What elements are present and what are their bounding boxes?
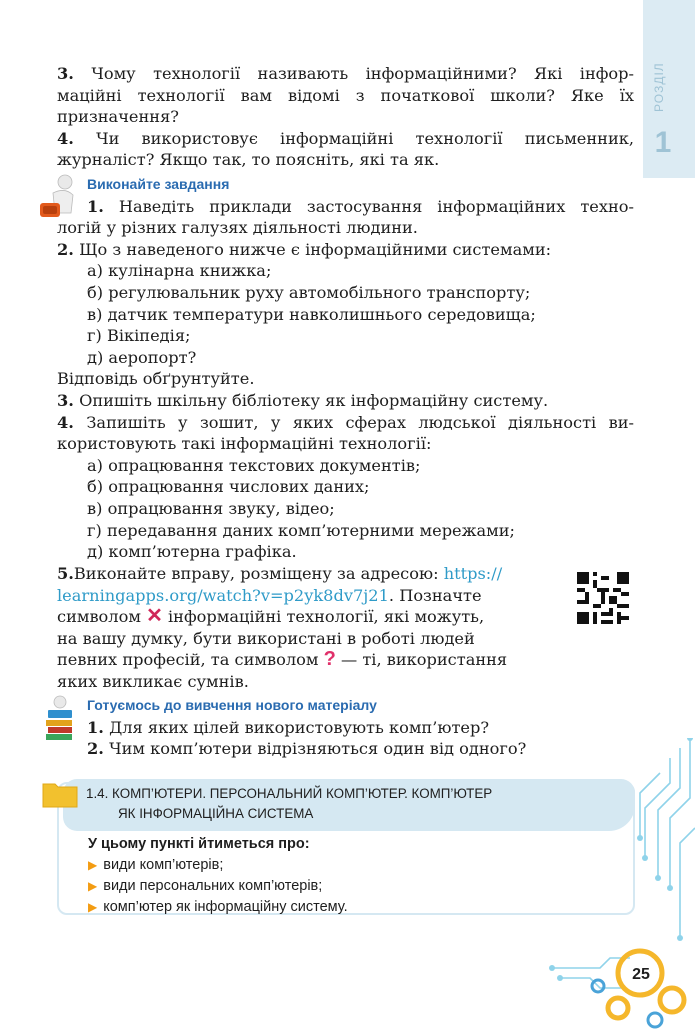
chapter-word: РОЗДІЛ <box>652 62 666 112</box>
task-4-item-d: г) передавання даних комп’ютерними мережами; <box>87 520 516 540</box>
bullet-arrow-icon: ▶ <box>88 858 98 872</box>
list-item: ▶ види персональних комп’ютерів; <box>88 878 323 894</box>
chapter-number: 1 <box>654 126 672 159</box>
task-heading: Виконайте завдання <box>87 176 230 192</box>
task-4-item-a: а) опрацювання текстових документів; <box>87 455 421 475</box>
task-5: 5.Виконайте вправу, розміщену за адресою: https:// learningapps.org/watch?v=p2yk8dv7j21. Позначте символом ✕ інформаційні технології, які можуть, на вашу думку, бути використані в роботі людей певних професій, та символом ? — ті, використання яких викликає сумнів. <box>57 564 508 691</box>
task-4: 4. Запишіть у зошит, у яких сферах людської діяльності ви- <box>57 412 635 432</box>
task-2-item-b: б) регулювальник руху автомобільного транспорту; <box>87 282 531 302</box>
task-2-item-a: а) кулінарна книжка; <box>87 261 272 281</box>
page-number: 25 <box>632 966 650 983</box>
prep-heading: Готуємось до вивчення нового матеріалу <box>87 697 377 713</box>
bullet-arrow-icon: ▶ <box>88 900 98 914</box>
task-2: 2. Що з наведеного нижче є інформаційними системами: <box>57 239 552 259</box>
question-3-line3: призначення? <box>57 107 179 127</box>
section-title: 1.4. КОМП’ЮТЕРИ. ПЕРСОНАЛЬНИЙ КОМП’ЮТЕР. КОМП’ЮТЕР ЯК ІНФОРМАЦІЙНА СИСТЕМА <box>86 786 493 821</box>
task-2-after: Відповідь обґрунтуйте. <box>57 369 255 389</box>
task-1: 1. Наведіть приклади застосування інформаційних техно- <box>87 196 634 216</box>
question-4: 4. Чи використовує інформаційні технології письменник, <box>57 128 634 148</box>
section-summary <box>88 834 608 918</box>
task-4-item-e: д) комп’ютерна графіка. <box>87 542 297 562</box>
top-questions <box>57 63 634 171</box>
exercise-link-part1[interactable]: https:// <box>443 564 503 583</box>
task-4-line2: користовують такі інформаційні технології: <box>57 434 432 454</box>
list-item: ▶ види комп’ютерів; <box>88 857 224 873</box>
chapter-tab <box>643 0 695 178</box>
task-1-line2: логій у різних галузях діяльності людини. <box>57 218 418 238</box>
task-2-item-e: д) аеропорт? <box>87 347 197 367</box>
task-4-item-b: б) опрацювання числових даних; <box>87 477 370 497</box>
list-item: ▶ комп’ютер як інформаційну систему. <box>88 899 348 915</box>
prep-question-2: 2. Чим комп’ютери відрізняються один від одного? <box>87 739 527 759</box>
question-3: 3. Чому технології називають інформаційними? Які інфор- <box>57 64 634 83</box>
section-intro: У цьому пункті йтиметься про: <box>88 836 310 852</box>
qr-code-icon[interactable] <box>577 572 629 624</box>
prep-question-1: 1. Для яких цілей використовують комп’ютер? <box>87 717 490 737</box>
question-4-line2: журналіст? Якщо так, то поясніть, які та як. <box>57 150 440 170</box>
task-2-item-d: г) Вікіпедія; <box>87 326 191 346</box>
task-2-item-c: в) датчик температури навколишнього середовища; <box>87 304 536 324</box>
question-mark-icon: ? <box>323 648 336 671</box>
question-3-line2: маційні технології вам відомі з початкової школи? Яке їх <box>57 85 634 105</box>
exercise-link-part2[interactable]: learningapps.org/watch?v=p2yk8dv7j21 <box>57 585 389 605</box>
folder-icon <box>42 780 78 808</box>
task-3: 3. Опишіть шкільну бібліотеку як інформаційну систему. <box>57 390 549 410</box>
bullet-arrow-icon: ▶ <box>88 879 98 893</box>
task-block <box>57 174 634 563</box>
task-4-item-c: в) опрацювання звуку, відео; <box>87 498 335 518</box>
cross-symbol-icon: ✕ <box>146 605 163 628</box>
